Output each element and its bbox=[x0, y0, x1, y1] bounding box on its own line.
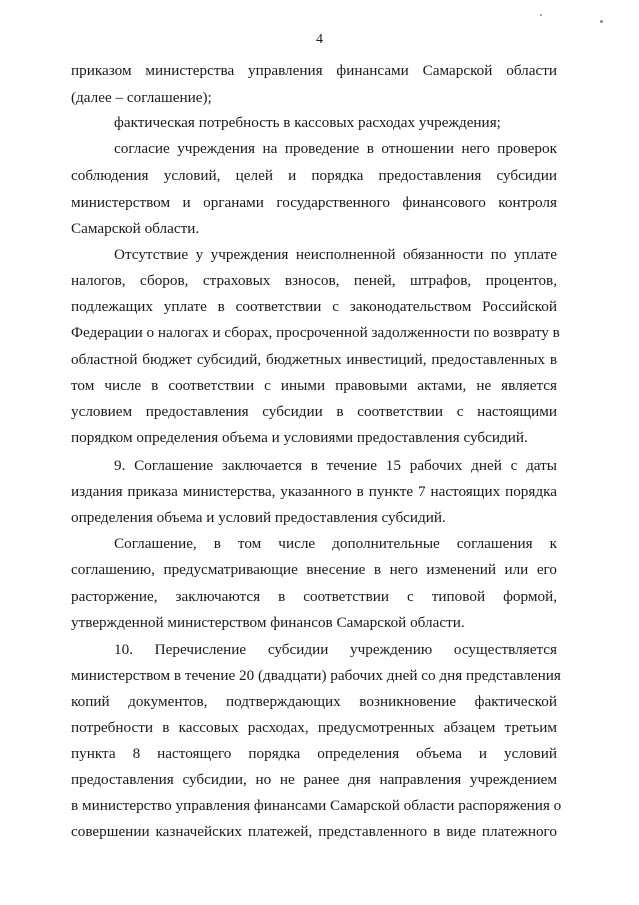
text-line: министерством в течение 20 (двадцати) рабочих дней со дня представления bbox=[71, 667, 561, 684]
text-line: издания приказа министерства, указанного в пункте 7 настоящих порядка bbox=[71, 483, 557, 500]
text-line: предоставления субсидии, но не ранее дня направления учреждением bbox=[71, 771, 557, 788]
text-line: в министерство управления финансами Самарской области распоряжения о bbox=[71, 797, 562, 814]
text-line: (далее – соглашение); bbox=[71, 89, 212, 106]
text-line: копий документов, подтверждающих возникновение фактической bbox=[71, 693, 557, 710]
page-number: 4 bbox=[316, 32, 323, 47]
text-line: подлежащих уплате в соответствии с законодательством Российской bbox=[71, 298, 557, 315]
text-line: Федерации о налогах и сборах, просроченной задолженности по возврату в bbox=[71, 324, 560, 341]
scan-speck bbox=[540, 14, 542, 16]
text-line: Самарской области. bbox=[71, 220, 200, 237]
text-line: расторжение, заключаются в соответствии с типовой формой, bbox=[71, 588, 557, 605]
text-line: определения объема и условий предоставления субсидий. bbox=[71, 509, 446, 526]
text-line: областной бюджет субсидий, бюджетных инвестиций, предоставленных в bbox=[71, 351, 557, 368]
text-line: том числе в соответствии с иными правовыми актами, не является bbox=[71, 377, 557, 394]
text-line: Отсутствие у учреждения неисполненной обязанности по уплате bbox=[114, 246, 557, 263]
text-line: совершении казначейских платежей, представленного в виде платежного bbox=[71, 823, 557, 840]
text-line: 9. Соглашение заключается в течение 15 рабочих дней с даты bbox=[114, 457, 557, 474]
text-line: условием предоставления субсидии в соответствии с настоящими bbox=[71, 403, 557, 420]
text-line: соглашению, предусматривающие внесение в него изменений или его bbox=[71, 561, 557, 578]
text-line: налогов, сборов, страховых взносов, пеней, штрафов, процентов, bbox=[71, 272, 557, 289]
text-line: утвержденной министерством финансов Самарской области. bbox=[71, 614, 465, 631]
text-line: порядком определения объема и условиями предоставления субсидий. bbox=[71, 429, 528, 446]
text-line: пункта 8 настоящего порядка определения объема и условий bbox=[71, 745, 557, 762]
text-line: министерством и органами государственного финансового контроля bbox=[71, 194, 557, 211]
text-line: потребности в кассовых расходах, предусмотренных абзацем третьим bbox=[71, 719, 557, 736]
text-line: 10. Перечисление субсидии учреждению осуществляется bbox=[114, 641, 557, 658]
text-line: согласие учреждения на проведение в отношении него проверок bbox=[114, 140, 557, 157]
text-line: соблюдения условий, целей и порядка предоставления субсидии bbox=[71, 167, 557, 184]
text-line: Соглашение, в том числе дополнительные соглашения к bbox=[114, 535, 557, 552]
text-line: фактическая потребность в кассовых расходах учреждения; bbox=[114, 114, 501, 131]
text-line: приказом министерства управления финансами Самарской области bbox=[71, 62, 557, 79]
scan-speck bbox=[600, 20, 603, 23]
